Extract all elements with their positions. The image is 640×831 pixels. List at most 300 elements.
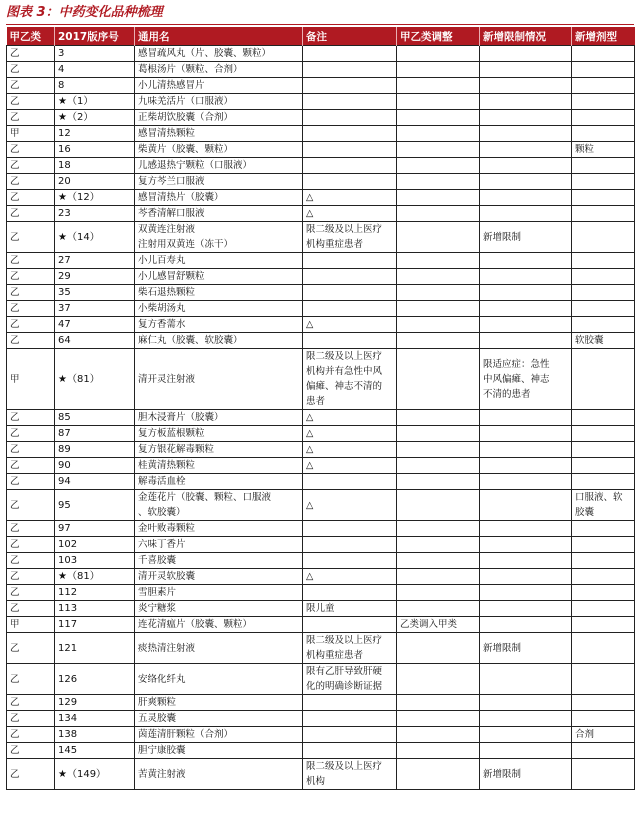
cell-new-form <box>572 126 635 142</box>
cell-name: 五灵胶囊 <box>135 711 303 727</box>
cell-class-adjust <box>397 410 480 426</box>
table-header-row <box>7 27 635 46</box>
cell-number: 138 <box>55 727 135 743</box>
cell-number: 27 <box>55 253 135 269</box>
cell-new-limit <box>480 94 572 110</box>
cell-note: △ <box>303 458 397 474</box>
cell-name: 金叶败毒颗粒 <box>135 521 303 537</box>
table-row <box>7 695 635 711</box>
cell-number: 47 <box>55 317 135 333</box>
cell-new-limit <box>480 711 572 727</box>
cell-class: 乙 <box>7 727 55 743</box>
cell-note <box>303 142 397 158</box>
cell-number: 94 <box>55 474 135 490</box>
cell-class-adjust <box>397 222 480 253</box>
col-header-class: 甲乙类 <box>7 27 55 46</box>
cell-new-form <box>572 349 635 410</box>
cell-name: 九味羌活片（口服液） <box>135 94 303 110</box>
cell-number: 18 <box>55 158 135 174</box>
cell-class: 乙 <box>7 253 55 269</box>
cell-class: 乙 <box>7 46 55 62</box>
cell-number: ★（14） <box>55 222 135 253</box>
cell-class-adjust <box>397 458 480 474</box>
table-row <box>7 253 635 269</box>
cell-note <box>303 537 397 553</box>
cell-new-limit <box>480 727 572 743</box>
cell-number: 126 <box>55 664 135 695</box>
table-row <box>7 158 635 174</box>
cell-class: 乙 <box>7 269 55 285</box>
cell-note <box>303 333 397 349</box>
cell-new-limit <box>480 743 572 759</box>
table-row <box>7 62 635 78</box>
cell-name: 柴石退热颗粒 <box>135 285 303 301</box>
cell-class: 乙 <box>7 62 55 78</box>
cell-class-adjust <box>397 633 480 664</box>
cell-name: 解毒活血栓 <box>135 474 303 490</box>
cell-number: 112 <box>55 585 135 601</box>
table-row <box>7 190 635 206</box>
cell-new-form <box>572 759 635 790</box>
cell-number: 20 <box>55 174 135 190</box>
cell-note: △ <box>303 317 397 333</box>
cell-new-limit <box>480 158 572 174</box>
table-row <box>7 426 635 442</box>
cell-new-limit <box>480 410 572 426</box>
cell-new-form <box>572 537 635 553</box>
cell-name: 桂黄清热颗粒 <box>135 458 303 474</box>
cell-note: △ <box>303 410 397 426</box>
cell-new-form <box>572 285 635 301</box>
table-row <box>7 349 635 410</box>
cell-class-adjust <box>397 490 480 521</box>
cell-number: ★（2） <box>55 110 135 126</box>
figure-caption: 图表 3：中药变化品种梳理 <box>6 5 163 20</box>
cell-name: 小柴胡汤丸 <box>135 301 303 317</box>
cell-class: 乙 <box>7 664 55 695</box>
cell-new-limit <box>480 317 572 333</box>
table-row <box>7 317 635 333</box>
cell-note <box>303 269 397 285</box>
cell-new-limit <box>480 269 572 285</box>
cell-class: 乙 <box>7 78 55 94</box>
cell-note <box>303 727 397 743</box>
cell-class-adjust <box>397 569 480 585</box>
cell-new-form <box>572 317 635 333</box>
table-row <box>7 601 635 617</box>
cell-new-limit <box>480 585 572 601</box>
cell-name: 复方板蓝根颗粒 <box>135 426 303 442</box>
cell-new-limit: 新增限制 <box>480 759 572 790</box>
cell-new-limit <box>480 442 572 458</box>
cell-class: 乙 <box>7 711 55 727</box>
cell-new-limit: 新增限制 <box>480 222 572 253</box>
cell-number: 103 <box>55 553 135 569</box>
cell-name: 葛根汤片（颗粒、合剂） <box>135 62 303 78</box>
cell-new-form <box>572 46 635 62</box>
cell-class-adjust <box>397 426 480 442</box>
cell-number: ★（149） <box>55 759 135 790</box>
cell-new-limit <box>480 110 572 126</box>
cell-note <box>303 711 397 727</box>
cell-class: 甲 <box>7 617 55 633</box>
table-row <box>7 301 635 317</box>
cell-new-limit <box>480 474 572 490</box>
cell-class-adjust <box>397 285 480 301</box>
cell-class-adjust: 乙类调入甲类 <box>397 617 480 633</box>
table-row <box>7 269 635 285</box>
cell-new-limit <box>480 664 572 695</box>
cell-new-form <box>572 521 635 537</box>
cell-new-limit <box>480 521 572 537</box>
cell-name: 雪胆素片 <box>135 585 303 601</box>
cell-class: 乙 <box>7 442 55 458</box>
table-row <box>7 94 635 110</box>
cell-new-form <box>572 190 635 206</box>
cell-class: 乙 <box>7 317 55 333</box>
cell-class-adjust <box>397 126 480 142</box>
cell-name: 儿感退热宁颗粒（口服液） <box>135 158 303 174</box>
cell-note <box>303 521 397 537</box>
col-header-number: 2017版序号 <box>55 27 135 46</box>
cell-new-form <box>572 269 635 285</box>
cell-class-adjust <box>397 711 480 727</box>
cell-number: 129 <box>55 695 135 711</box>
cell-number: 37 <box>55 301 135 317</box>
cell-class: 乙 <box>7 537 55 553</box>
cell-number: 64 <box>55 333 135 349</box>
cell-number: ★（1） <box>55 94 135 110</box>
cell-note: 限二级及以上医疗 机构 <box>303 759 397 790</box>
tcm-variety-table <box>6 27 635 790</box>
table-row <box>7 142 635 158</box>
cell-class: 甲 <box>7 349 55 410</box>
cell-new-form: 软胶囊 <box>572 333 635 349</box>
cell-class-adjust <box>397 553 480 569</box>
cell-name: 安络化纤丸 <box>135 664 303 695</box>
cell-new-form <box>572 62 635 78</box>
cell-class-adjust <box>397 442 480 458</box>
table-row <box>7 585 635 601</box>
cell-new-form <box>572 78 635 94</box>
cell-new-limit <box>480 253 572 269</box>
cell-new-form <box>572 426 635 442</box>
cell-new-form <box>572 585 635 601</box>
cell-new-limit <box>480 62 572 78</box>
cell-note <box>303 695 397 711</box>
cell-number: 35 <box>55 285 135 301</box>
cell-note <box>303 253 397 269</box>
cell-class-adjust <box>397 521 480 537</box>
cell-note <box>303 94 397 110</box>
cell-class-adjust <box>397 333 480 349</box>
table-row <box>7 285 635 301</box>
cell-class-adjust <box>397 317 480 333</box>
cell-name: 柴黄片（胶囊、颗粒） <box>135 142 303 158</box>
cell-note <box>303 553 397 569</box>
cell-new-limit <box>480 569 572 585</box>
cell-name: 肝爽颗粒 <box>135 695 303 711</box>
cell-note: △ <box>303 569 397 585</box>
cell-note: 限有乙肝导致肝硬 化的明确诊断证据 <box>303 664 397 695</box>
cell-new-form <box>572 633 635 664</box>
cell-note <box>303 617 397 633</box>
cell-class-adjust <box>397 695 480 711</box>
cell-note: 限二级及以上医疗 机构重症患者 <box>303 633 397 664</box>
cell-class: 甲 <box>7 126 55 142</box>
cell-class: 乙 <box>7 553 55 569</box>
cell-class: 乙 <box>7 410 55 426</box>
cell-number: 87 <box>55 426 135 442</box>
cell-number: ★（81） <box>55 349 135 410</box>
cell-class: 乙 <box>7 333 55 349</box>
cell-new-form <box>572 695 635 711</box>
cell-class-adjust <box>397 537 480 553</box>
cell-class-adjust <box>397 190 480 206</box>
cell-class-adjust <box>397 46 480 62</box>
cell-class: 乙 <box>7 142 55 158</box>
cell-new-form <box>572 410 635 426</box>
cell-new-form <box>572 474 635 490</box>
cell-note: △ <box>303 426 397 442</box>
cell-class-adjust <box>397 269 480 285</box>
cell-new-limit <box>480 458 572 474</box>
cell-name: 痰热清注射液 <box>135 633 303 664</box>
cell-name: 胆木浸膏片（胶囊） <box>135 410 303 426</box>
cell-class: 乙 <box>7 222 55 253</box>
cell-number: 90 <box>55 458 135 474</box>
cell-name: 金莲花片（胶囊、颗粒、口服液 、软胶囊） <box>135 490 303 521</box>
table-row <box>7 759 635 790</box>
cell-name: 感冒疏风丸（片、胶囊、颗粒） <box>135 46 303 62</box>
cell-new-limit: 新增限制 <box>480 633 572 664</box>
cell-class: 乙 <box>7 569 55 585</box>
cell-new-form <box>572 94 635 110</box>
table-row <box>7 78 635 94</box>
cell-class: 乙 <box>7 301 55 317</box>
cell-class-adjust <box>397 253 480 269</box>
table-row <box>7 442 635 458</box>
cell-name: 清开灵软胶囊 <box>135 569 303 585</box>
caption-divider <box>6 24 634 25</box>
cell-note: 限儿童 <box>303 601 397 617</box>
cell-number: 8 <box>55 78 135 94</box>
cell-note <box>303 585 397 601</box>
cell-note <box>303 474 397 490</box>
cell-name: 小儿清热感冒片 <box>135 78 303 94</box>
cell-number: 97 <box>55 521 135 537</box>
cell-name: 茵莲清肝颗粒（合剂） <box>135 727 303 743</box>
cell-class: 乙 <box>7 743 55 759</box>
cell-name: 小儿感冒舒颗粒 <box>135 269 303 285</box>
cell-class: 乙 <box>7 174 55 190</box>
cell-class-adjust <box>397 94 480 110</box>
table-row <box>7 333 635 349</box>
cell-new-limit: 限适应症：急性 中风偏瘫、神志 不清的患者 <box>480 349 572 410</box>
cell-new-form <box>572 743 635 759</box>
table-row <box>7 537 635 553</box>
cell-name: 感冒清热颗粒 <box>135 126 303 142</box>
cell-name: 双黄连注射液 注射用双黄连（冻干） <box>135 222 303 253</box>
cell-class-adjust <box>397 110 480 126</box>
cell-note <box>303 126 397 142</box>
cell-new-form: 口服液、软 胶囊 <box>572 490 635 521</box>
cell-class-adjust <box>397 301 480 317</box>
cell-note: △ <box>303 206 397 222</box>
cell-class: 乙 <box>7 474 55 490</box>
cell-name: 麻仁丸（胶囊、软胶囊） <box>135 333 303 349</box>
cell-new-form <box>572 174 635 190</box>
cell-new-form <box>572 711 635 727</box>
cell-number: 95 <box>55 490 135 521</box>
cell-class: 乙 <box>7 458 55 474</box>
cell-name: 六味丁香片 <box>135 537 303 553</box>
table-row <box>7 126 635 142</box>
cell-name: 芩香清解口服液 <box>135 206 303 222</box>
table-row <box>7 664 635 695</box>
cell-name: 感冒清热片（胶囊） <box>135 190 303 206</box>
cell-new-form <box>572 569 635 585</box>
cell-class-adjust <box>397 142 480 158</box>
cell-name: 炎宁糖浆 <box>135 601 303 617</box>
cell-new-limit <box>480 617 572 633</box>
cell-class: 乙 <box>7 285 55 301</box>
cell-note: △ <box>303 190 397 206</box>
cell-number: 102 <box>55 537 135 553</box>
cell-new-limit <box>480 601 572 617</box>
cell-class-adjust <box>397 601 480 617</box>
cell-new-form <box>572 158 635 174</box>
cell-number: 29 <box>55 269 135 285</box>
cell-new-limit <box>480 206 572 222</box>
cell-note: 限二级及以上医疗 机构重症患者 <box>303 222 397 253</box>
table-row <box>7 222 635 253</box>
cell-name: 清开灵注射液 <box>135 349 303 410</box>
cell-class-adjust <box>397 174 480 190</box>
cell-new-limit <box>480 174 572 190</box>
cell-class-adjust <box>397 664 480 695</box>
cell-number: 89 <box>55 442 135 458</box>
cell-new-form: 合剂 <box>572 727 635 743</box>
col-header-new-form: 新增剂型 <box>572 27 635 46</box>
cell-number: 4 <box>55 62 135 78</box>
cell-note <box>303 78 397 94</box>
cell-note <box>303 110 397 126</box>
cell-new-form: 颗粒 <box>572 142 635 158</box>
cell-number: 23 <box>55 206 135 222</box>
cell-class: 乙 <box>7 110 55 126</box>
cell-name: 千喜胶囊 <box>135 553 303 569</box>
cell-name: 正柴胡饮胶囊（合剂） <box>135 110 303 126</box>
cell-name: 复方银花解毒颗粒 <box>135 442 303 458</box>
table-row <box>7 174 635 190</box>
cell-new-limit <box>480 285 572 301</box>
cell-note: △ <box>303 442 397 458</box>
cell-new-limit <box>480 78 572 94</box>
col-header-note: 备注 <box>303 27 397 46</box>
cell-number: 134 <box>55 711 135 727</box>
cell-name: 小儿百寿丸 <box>135 253 303 269</box>
table-row <box>7 711 635 727</box>
cell-class: 乙 <box>7 490 55 521</box>
cell-name: 胆宁康胶囊 <box>135 743 303 759</box>
cell-class-adjust <box>397 349 480 410</box>
col-header-class-adjust: 甲乙类调整 <box>397 27 480 46</box>
cell-new-form <box>572 222 635 253</box>
cell-new-form <box>572 110 635 126</box>
cell-class: 乙 <box>7 759 55 790</box>
cell-note <box>303 285 397 301</box>
cell-new-limit <box>480 426 572 442</box>
cell-class-adjust <box>397 585 480 601</box>
cell-class-adjust <box>397 474 480 490</box>
cell-new-form <box>572 301 635 317</box>
cell-note <box>303 46 397 62</box>
cell-number: 145 <box>55 743 135 759</box>
table-row <box>7 633 635 664</box>
cell-new-form <box>572 442 635 458</box>
cell-class: 乙 <box>7 158 55 174</box>
cell-class: 乙 <box>7 190 55 206</box>
cell-class-adjust <box>397 206 480 222</box>
cell-note <box>303 174 397 190</box>
cell-name: 复方香薷水 <box>135 317 303 333</box>
table-row <box>7 410 635 426</box>
cell-class: 乙 <box>7 94 55 110</box>
cell-new-form <box>572 206 635 222</box>
cell-class-adjust <box>397 727 480 743</box>
cell-class-adjust <box>397 78 480 94</box>
cell-class-adjust <box>397 759 480 790</box>
cell-note: △ <box>303 490 397 521</box>
cell-class-adjust <box>397 743 480 759</box>
table-row <box>7 727 635 743</box>
cell-note <box>303 743 397 759</box>
cell-class-adjust <box>397 62 480 78</box>
cell-number: 117 <box>55 617 135 633</box>
cell-class: 乙 <box>7 206 55 222</box>
cell-number: 121 <box>55 633 135 664</box>
cell-class-adjust <box>397 158 480 174</box>
table-row <box>7 110 635 126</box>
cell-class: 乙 <box>7 426 55 442</box>
cell-number: ★（12） <box>55 190 135 206</box>
cell-new-limit <box>480 301 572 317</box>
table-row <box>7 553 635 569</box>
table-row <box>7 617 635 633</box>
cell-new-limit <box>480 126 572 142</box>
cell-new-limit <box>480 490 572 521</box>
cell-note <box>303 301 397 317</box>
table-row <box>7 569 635 585</box>
cell-number: 12 <box>55 126 135 142</box>
cell-number: 3 <box>55 46 135 62</box>
cell-new-form <box>572 617 635 633</box>
cell-class: 乙 <box>7 521 55 537</box>
cell-class: 乙 <box>7 695 55 711</box>
cell-new-limit <box>480 333 572 349</box>
cell-new-form <box>572 458 635 474</box>
cell-name: 苦黄注射液 <box>135 759 303 790</box>
cell-name: 复方芩兰口服液 <box>135 174 303 190</box>
cell-number: ★（81） <box>55 569 135 585</box>
cell-note <box>303 158 397 174</box>
table-row <box>7 46 635 62</box>
cell-new-limit <box>480 553 572 569</box>
table-row <box>7 206 635 222</box>
cell-new-limit <box>480 190 572 206</box>
cell-new-limit <box>480 537 572 553</box>
